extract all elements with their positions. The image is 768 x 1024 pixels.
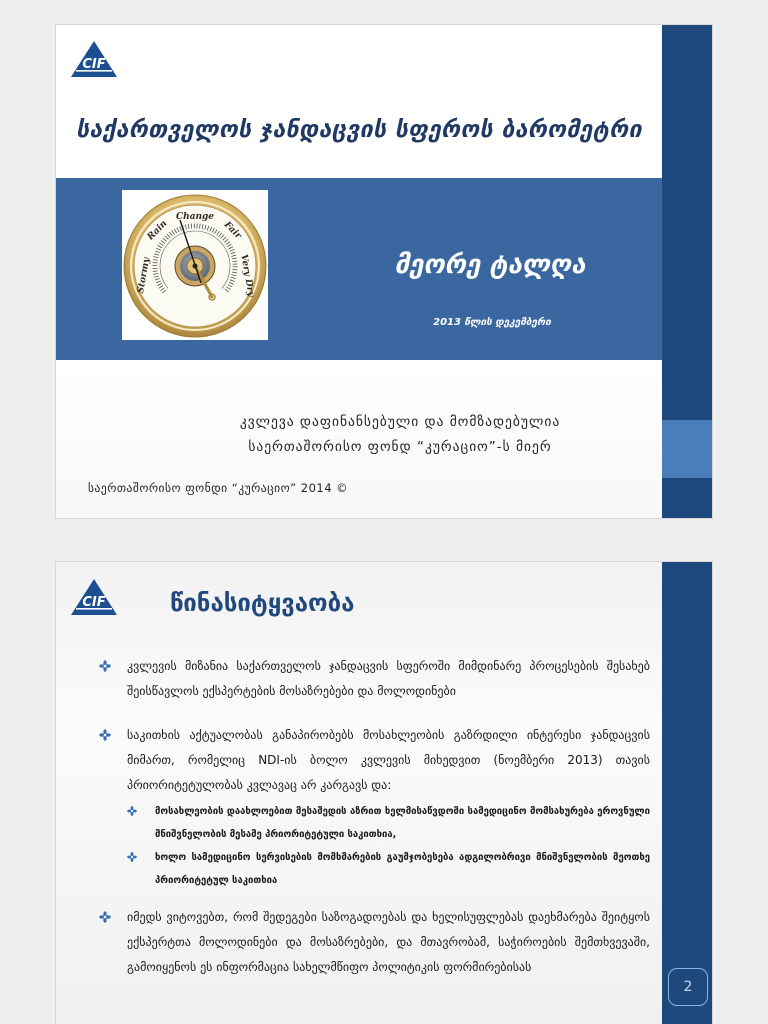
sub-list-item — [127, 800, 650, 846]
slide-heading: წინასიტყვაობა — [170, 589, 355, 617]
list-item-text: კვლევის მიზანია საქართველოს ჯანდაცვის სფეროში მიმდინარე პროცესების შესახებ შეისწავლოს ექსპერტების მოსაზრებები და მოლოდინები — [127, 659, 650, 698]
date-label: 2013 წლის დეკემბერი — [433, 317, 551, 328]
list-item — [99, 905, 650, 980]
page-number: 2 — [668, 968, 708, 1006]
dial-label-fair: Fair — [221, 220, 243, 242]
barometer-drawing — [122, 190, 268, 340]
barometer-pin — [193, 264, 198, 269]
side-bar-accent — [662, 420, 712, 478]
slide-1 — [56, 25, 712, 518]
credit-text — [176, 410, 624, 460]
slide-title: საქართველოს ჯანდაცვის სფეროს ბარომეტრი — [76, 117, 642, 143]
sub-list-item — [127, 846, 650, 892]
cif-logo-icon — [70, 578, 118, 616]
side-bar — [662, 562, 712, 1024]
dial-label-rain: Rain — [145, 218, 170, 243]
dial-label-stormy: Stormy — [135, 256, 153, 295]
copyright-text: საერთაშორისო ფონდი “კურაციო” 2014 © — [88, 481, 349, 495]
list-item-text: საკითხის აქტუალობას განაპირობებს მოსახლეობის გაზრდილი ინტერესი ჯანდაცვის მიმართ, რომელიც NDI-ის ბოლო კვლევის მიხედვით (ნოემბერი 2013) თავის პრიორიტეტულობას კვლავაც არ კარგავს და: — [127, 728, 650, 792]
logo-text: CIF — [82, 595, 106, 610]
four-petal-bullet-icon — [99, 660, 111, 672]
four-petal-bullet-icon — [127, 806, 137, 816]
wave-label: მეორე ტალღა — [394, 250, 586, 280]
credit-line-2: საერთაშორისო ფონდ “კურაციო”-ს მიერ — [248, 439, 552, 455]
dial-label-change: Change — [175, 212, 215, 222]
dial-label-very-dry: Very Dry — [238, 253, 256, 298]
title-banner — [56, 178, 662, 360]
list-item-text: იმედს ვიტოვებთ, რომ შედეგები საზოგადოებას და ხელისუფლებას დაეხმარება შეიტყოს ექსპერტთა მოლოდინები და მოსაზრებები, და მთავრობამ, საჭიროების შემთხვევაში, გამოიყენოს ეს ინფორმაცია სახელმწიფო პოლიტიკის ფორმირებისას — [127, 910, 650, 974]
side-bar — [662, 25, 712, 518]
four-petal-bullet-icon — [99, 729, 111, 741]
bullet-list — [99, 654, 650, 999]
cif-logo-icon — [70, 40, 118, 78]
barometer-image — [122, 190, 268, 340]
sub-bullet-list — [127, 800, 650, 892]
sub-list-item-text: ხოლო სამედიცინო სერვისების მომხმარების გაუმჯობესება ადგილობრივი მნიშვნელობის მეოთხე პრიორიტეტულ საკითხია — [155, 852, 650, 886]
four-petal-bullet-icon — [99, 911, 111, 923]
four-petal-bullet-icon — [127, 852, 137, 862]
list-item — [99, 723, 650, 892]
logo-text: CIF — [82, 57, 106, 72]
credit-line-1: კვლევა დაფინანსებული და მომზადებულია — [239, 414, 561, 430]
slide-2 — [56, 562, 712, 1024]
sub-list-item-text: მოსახლეობის დაახლოებით მესამედის აზრით ხელმისაწვდომი სამედიცინო მომსახურება ეროვნული მნიშვნელობის მესამე პრიორიტეტული საკითხია, — [155, 806, 650, 840]
list-item — [99, 654, 650, 704]
